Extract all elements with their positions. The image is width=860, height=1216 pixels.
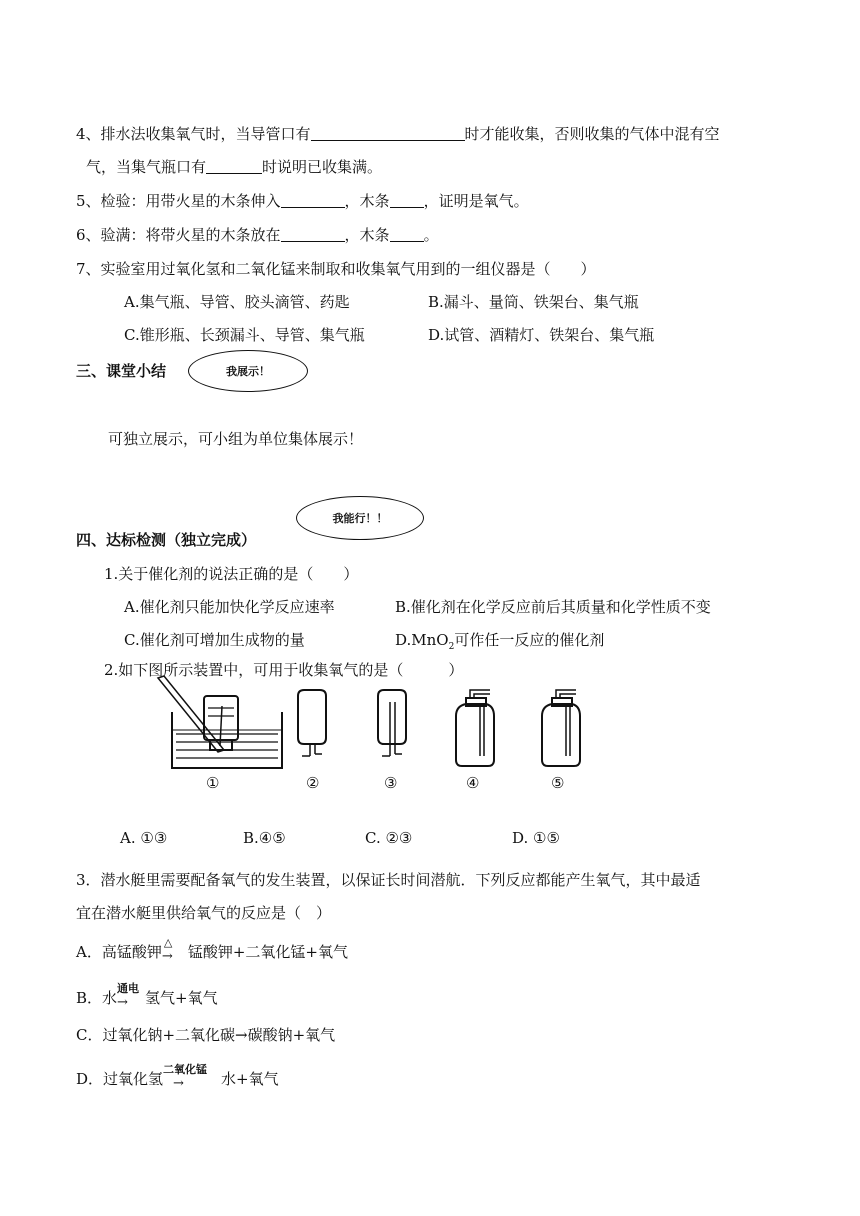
figure-label-3: ③	[384, 774, 398, 792]
q6-mid: ，木条	[344, 226, 390, 244]
figure-label-2: ②	[306, 774, 320, 792]
apparatus-figure	[150, 672, 590, 776]
q6-blank1[interactable]	[281, 227, 345, 242]
figure-label-5: ⑤	[551, 774, 565, 792]
q4-line2-suffix: 时说明已收集满。	[262, 158, 383, 176]
t2-stem: 2.如下图所示装置中，可用于收集氧气的是（ ）	[104, 661, 464, 679]
setup-5-bottle	[542, 690, 580, 766]
t3-stem-line2: 宜在潜水艇里供给氧气的反应是（ ）	[76, 904, 332, 922]
q4-blank1[interactable]	[311, 126, 465, 141]
q5-suffix: ，证明是氧气。	[423, 192, 529, 210]
t3-option-c[interactable]: C．过氧化钠+二氧化碳→碳酸钠+氧气	[76, 1026, 336, 1044]
setup-1-water-trough	[158, 676, 282, 768]
setup-4-bottle	[456, 690, 494, 766]
q7-stem: 7、实验室用过氧化氢和二氧化锰来制取和收集氧气用到的一组仪器是（ ）	[76, 260, 596, 278]
section3-body: 可独立展示，可小组为单位集体展示！	[108, 430, 364, 448]
setup-2-bottle	[298, 690, 326, 756]
t3-d-condition	[163, 1063, 221, 1091]
electrolysis-label: 通电	[117, 982, 140, 995]
q6-prefix: 6、验满：将带火星的木条放在	[76, 226, 281, 244]
t2-option-b[interactable]: B.④⑤	[243, 829, 286, 847]
t1-option-a[interactable]: A.催化剂只能加快化学反应速率	[124, 598, 335, 616]
t3-option-b[interactable]	[76, 982, 218, 1010]
q5-line	[76, 191, 529, 211]
section3-badge	[188, 350, 308, 392]
t3-a-prefix: A．高锰酸钾	[76, 943, 162, 961]
q5-mid: ，木条	[344, 192, 390, 210]
q7-option-d[interactable]: D.试管、酒精灯、铁架台、集气瓶	[428, 326, 655, 344]
q4-line2	[86, 157, 382, 177]
setup-3-bottle	[378, 690, 406, 756]
section3-badge-label: 我展示！	[226, 365, 270, 378]
q6-suffix: 。	[423, 226, 439, 244]
q7-option-a[interactable]: A.集气瓶、导管、胶头滴管、药匙	[124, 293, 350, 311]
arrow-icon: →	[161, 949, 173, 964]
t3-option-a[interactable]	[76, 936, 348, 964]
q4-blank2[interactable]	[206, 159, 262, 174]
t2-option-c[interactable]: C. ②③	[365, 829, 413, 847]
arrow-icon: →	[173, 1076, 184, 1091]
figure-label-4: ④	[466, 774, 480, 792]
t3-b-prefix: B．水	[76, 989, 118, 1007]
t3-option-d[interactable]	[76, 1063, 279, 1091]
t1-option-d-prefix: D.MnO	[395, 631, 449, 649]
t1-option-d[interactable]	[395, 630, 604, 657]
q7-option-c[interactable]: C.锥形瓶、长颈漏斗、导管、集气瓶	[124, 326, 365, 344]
q4-line1	[76, 124, 720, 144]
q6-line	[76, 225, 439, 245]
figure-label-1: ①	[206, 774, 220, 792]
t3-a-condition	[161, 936, 188, 964]
q7-option-b[interactable]: B.漏斗、量筒、铁架台、集气瓶	[428, 293, 639, 311]
t2-option-d[interactable]: D. ①⑤	[512, 829, 560, 847]
section3-title: 三、课堂小结	[76, 362, 167, 380]
catalyst-label: 二氧化锰	[163, 1063, 208, 1076]
q5-blank2[interactable]	[390, 193, 424, 208]
t3-a-suffix: 锰酸钾+二氧化锰+氧气	[187, 943, 348, 961]
t1-option-d-suffix: 可作任一反应的催化剂	[454, 631, 605, 649]
arrow-icon: →	[117, 995, 128, 1010]
t1-stem: 1.关于催化剂的说法正确的是（ ）	[104, 565, 359, 583]
t3-d-prefix: D．过氧化氢	[76, 1070, 164, 1088]
t3-d-suffix: 水+氧气	[221, 1070, 279, 1088]
t1-option-c[interactable]: C.催化剂可增加生成物的量	[124, 631, 305, 649]
heat-symbol: △	[163, 936, 173, 949]
section4-badge-label: 我能行！！	[332, 512, 388, 525]
t3-stem-line1: 3．潜水艇里需要配备氧气的发生装置，以保证长时间潜航．下列反应都能产生氧气，其中最适	[76, 871, 701, 889]
section4-badge	[296, 496, 424, 540]
q6-blank2[interactable]	[390, 227, 424, 242]
t3-b-condition	[117, 982, 145, 1010]
t3-b-suffix: 氢气+氧气	[145, 989, 218, 1007]
t2-option-a[interactable]: A. ①③	[120, 829, 168, 847]
q4-line1-prefix: 4、排水法收集氧气时，当导管口有	[76, 125, 311, 143]
section4-title: 四、达标检测（独立完成）	[76, 531, 257, 549]
t1-option-d-sub: 2	[448, 642, 455, 652]
q5-blank1[interactable]	[281, 193, 345, 208]
q4-line2-prefix: 气，当集气瓶口有	[86, 158, 207, 176]
t1-option-b[interactable]: B.催化剂在化学反应前后其质量和化学性质不变	[395, 598, 711, 616]
q5-prefix: 5、检验：用带火星的木条伸入	[76, 192, 281, 210]
q4-line1-suffix: 时才能收集，否则收集的气体中混有空	[464, 125, 720, 143]
